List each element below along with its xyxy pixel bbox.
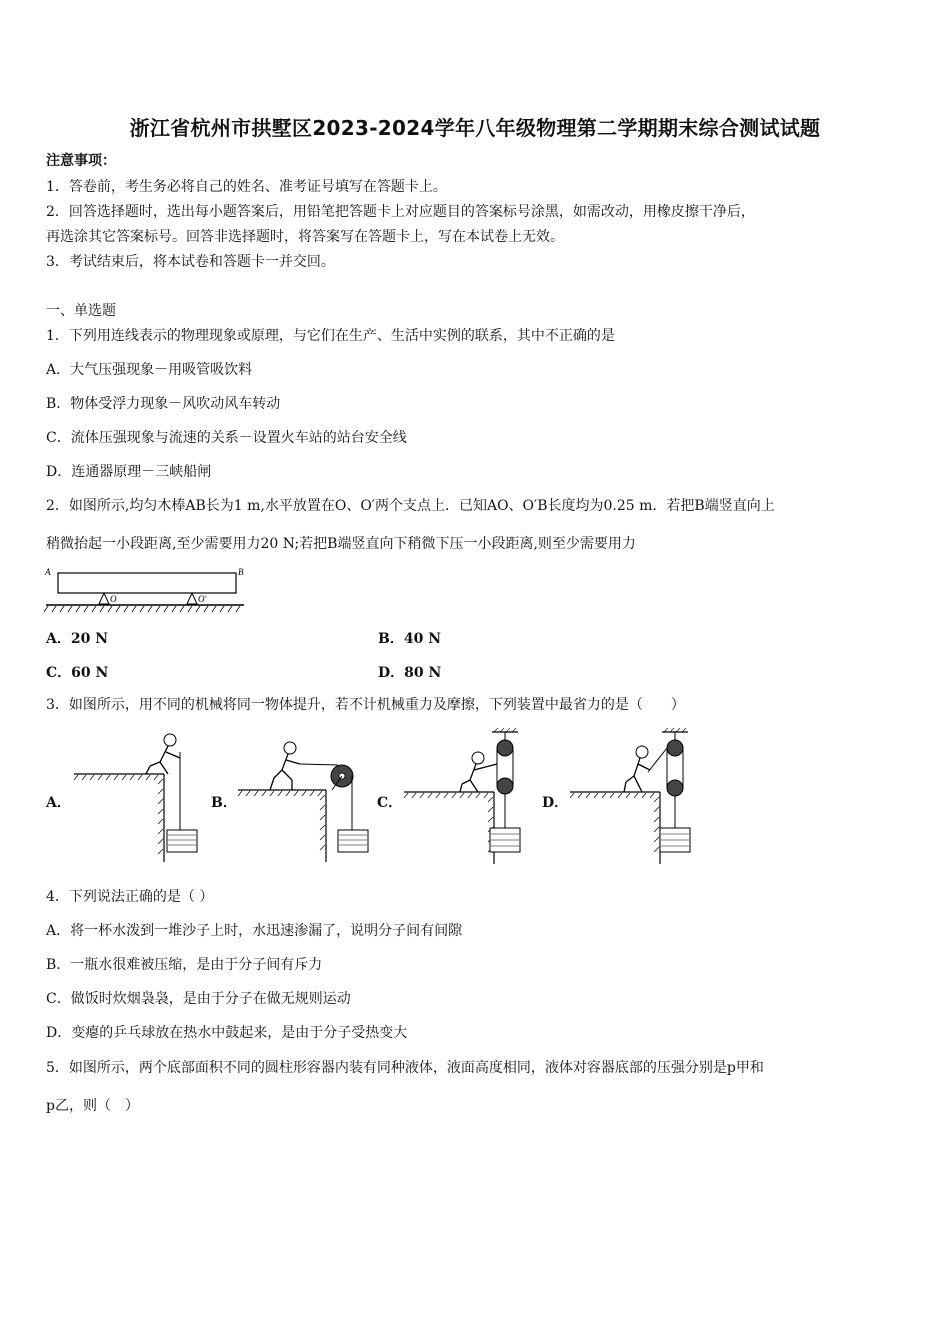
- notice-item-1: 1．答卷前，考生务必将自己的姓名、准考证号填写在答题卡上。: [46, 179, 447, 195]
- q2-option-d: D．80 N: [378, 665, 442, 681]
- notice-item-3: 3．考试结束后，将本试卷和答题卡一并交回。: [46, 254, 335, 270]
- q3-label-d: D．: [542, 795, 569, 811]
- q4-option-a: A．将一杯水泼到一堆沙子上时，水迅速渗漏了，说明分子间有间隙: [46, 923, 463, 939]
- page-title: 浙江省杭州市拱墅区2023-2024学年八年级物理第二学期期末综合测试试题: [129, 116, 821, 140]
- q2-option-a: A．20 N: [46, 631, 109, 647]
- q2-option-b: B．40 N: [378, 631, 441, 647]
- q4-option-d: D．变瘪的乒乓球放在热水中鼓起来，是由于分子受热变大: [46, 1025, 408, 1041]
- q4-stem: 4．下列说法正确的是（ ）: [46, 889, 214, 905]
- q2-stem-line1: 2．如图所示,均匀木棒AB长为1 m,水平放置在O、O′两个支点上．已知AO、O′B长度均为0.25 m．若把B端竖直向上: [46, 498, 775, 514]
- q3-stem: 3．如图所示，用不同的机械将同一物体提升，若不计机械重力及摩擦，下列装置中最省力的是（ ）: [46, 697, 685, 713]
- notice-heading: 注意事项：: [46, 153, 116, 169]
- q1-option-a: A．大气压强现象－用吸管吸饮料: [46, 362, 253, 378]
- q3-figure-c: [402, 728, 532, 868]
- q1-option-c: C．流体压强现象与流速的关系－设置火车站的站台安全线: [46, 430, 407, 446]
- q4-option-b: B．一瓶水很难被压缩，是由于分子间有斥力: [46, 957, 323, 973]
- q3-figure-d: [568, 728, 698, 868]
- q3-figure-a: [72, 730, 202, 865]
- q2-option-c: C．60 N: [46, 665, 109, 681]
- q3-figure-b: [236, 730, 376, 865]
- q1-stem: 1．下列用连线表示的物理现象或原理，与它们在生产、生活中实例的联系，其中不正确的是: [46, 328, 615, 344]
- q1-option-d: D．连通器原理－三峡船闸: [46, 464, 212, 480]
- notice-item-2: 2．回答选择题时，选出每小题答案后，用铅笔把答题卡上对应题目的答案标号涂黑，如需改动，用橡皮擦干净后，: [46, 204, 755, 220]
- q4-option-c: C．做饭时炊烟袅袅，是由于分子在做无规则运动: [46, 991, 351, 1007]
- q3-label-a: A．: [46, 795, 71, 811]
- q2-stem-line2: 稍微抬起一小段距离,至少需要用力20 N;若把B端竖直向下稍微下压一小段距离,则至少需要用力: [46, 536, 636, 552]
- q1-option-b: B．物体受浮力现象－风吹动风车转动: [46, 396, 281, 412]
- label-a: A: [45, 567, 51, 577]
- notice-item-2-cont: 再选涂其它答案标号。回答非选择题时，将答案写在答题卡上，写在本试卷上无效。: [46, 229, 564, 245]
- q3-label-b: B．: [211, 795, 237, 811]
- label-b: B: [238, 567, 244, 577]
- q3-label-c: C．: [377, 795, 403, 811]
- q5-stem-line2: p乙，则（ ）: [46, 1098, 139, 1114]
- section-heading: 一、单选题: [46, 303, 116, 319]
- q2-lever-figure: [44, 566, 249, 616]
- q5-stem-line1: 5．如图所示，两个底部面积不同的圆柱形容器内装有同种液体，液面高度相同，液体对容器底部的压强分别是p甲和: [46, 1060, 764, 1076]
- label-o-prime: O′: [198, 594, 207, 604]
- label-o: O: [110, 594, 117, 604]
